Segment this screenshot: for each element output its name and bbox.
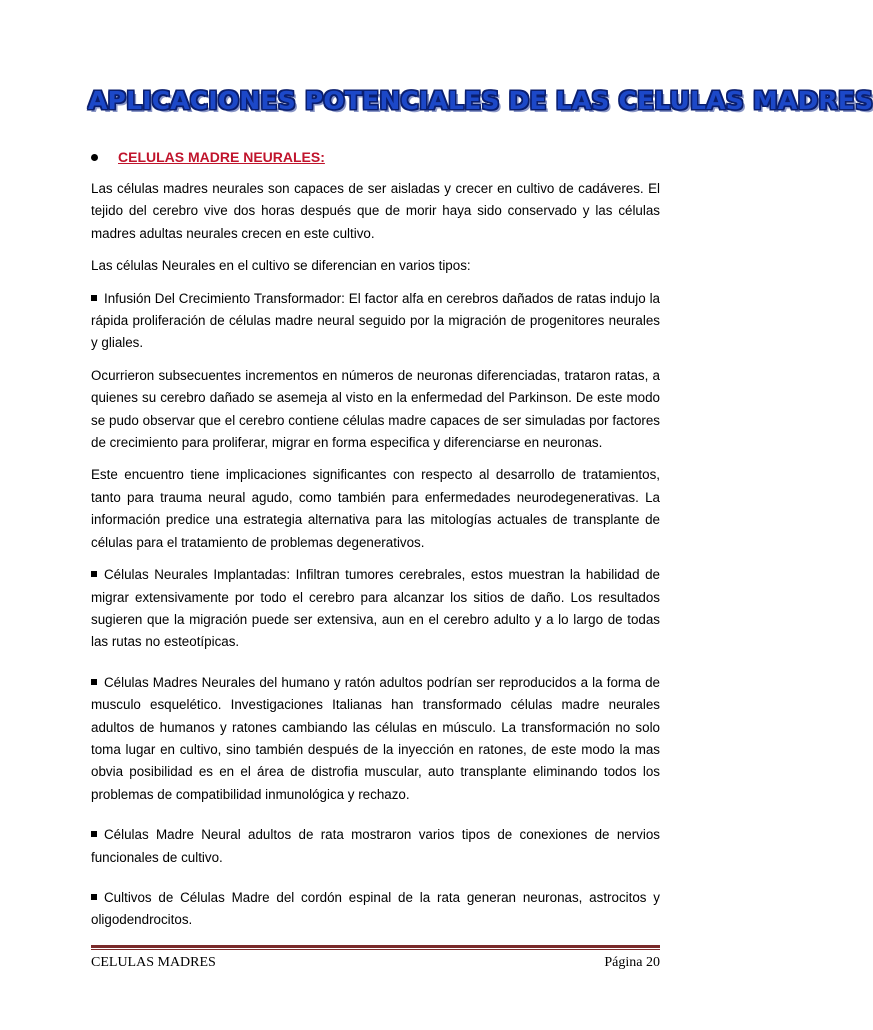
list-item-text: Infusión Del Crecimiento Transformador: El factor alfa en cerebros dañados de ratas indujo la rápida proliferación de células madre neural seguido por la migración de progenitores neurales y gliales. bbox=[91, 290, 660, 351]
square-bullet-icon bbox=[91, 894, 97, 900]
paragraph: Las células Neurales en el cultivo se diferencian en varios tipos: bbox=[91, 258, 471, 274]
page-number: Página 20 bbox=[604, 955, 660, 970]
list-item-text: Células Neurales Implantadas: Infiltran tumores cerebrales, estos muestran la habilidad de migrar extensivamente por todo el cerebro para alcanzar los sitios de daño. Los resultados sugieren que la migración puede ser extensiva, aun en el cerebro adulto y a lo largo de todas las rutas no esteotípicas. bbox=[91, 567, 660, 650]
list-item-text: Cultivos de Células Madre del cordón espinal de la rata generan neuronas, astrocitos y oligodendrocitos. bbox=[91, 889, 660, 928]
paragraph: Ocurrieron subsecuentes incrementos en números de neuronas diferenciadas, trataron ratas, a quienes su cerebro dañado se asemeja al visto en la enfermedad del Parkinson. De este modo se pudo observar que el cerebro contiene células madre capaces de ser simuladas por factores de crecimiento para proliferar, migrar en forma especifica y diferenciarse en neuronas. bbox=[91, 367, 660, 451]
page-title: APLICACIONES POTENCIALES DE LAS CELULAS MADRES bbox=[88, 86, 873, 115]
list-item bbox=[91, 672, 660, 806]
body-text bbox=[91, 178, 660, 942]
square-bullet-icon bbox=[91, 295, 97, 301]
square-bullet-icon bbox=[91, 679, 97, 685]
square-bullet-icon bbox=[91, 831, 97, 837]
footer-divider bbox=[91, 945, 660, 948]
list-item bbox=[91, 887, 660, 932]
footer-divider-thin bbox=[91, 949, 660, 950]
square-bullet-icon bbox=[91, 571, 97, 577]
list-item bbox=[91, 564, 660, 654]
list-item-text: Células Madres Neurales del humano y ratón adultos podrían ser reproducidos a la forma de musculo esquelético. Investigaciones Italianas han transformado células madre neurales adultos de humanos y ratones cambiando las células en músculo. La transformación no solo toma lugar en cultivo, sino también después de la inyección en ratones, de este modo la mas obvia posibilidad es en el área de distrofia muscular, auto transplante eliminando todos los problemas de compatibilidad inmunológica y rechazo. bbox=[91, 674, 660, 802]
section-heading bbox=[91, 149, 325, 165]
paragraph: Las células madres neurales son capaces de ser aisladas y crecer en cultivo de cadáveres. El tejido del cerebro vive dos horas después que de morir haya sido conservado y las células madres adultas neurales crecen en este cultivo. bbox=[91, 181, 660, 241]
bullet-dot-icon bbox=[91, 154, 98, 161]
list-item bbox=[91, 288, 660, 355]
list-item-text: Células Madre Neural adultos de rata mostraron varios tipos de conexiones de nervios funcionales de cultivo. bbox=[91, 827, 660, 865]
list-item bbox=[91, 824, 660, 869]
section-heading-label: CELULAS MADRE NEURALES: bbox=[118, 149, 325, 165]
paragraph: Este encuentro tiene implicaciones significantes con respecto al desarrollo de tratamientos, tanto para trauma neural agudo, como también para enfermedades neurodegenerativas. La información predice una estrategia alternativa para las mitologías actuales de transplante de células para el tratamiento de problemas degenerativos. bbox=[91, 467, 660, 550]
footer-title: CELULAS MADRES bbox=[91, 955, 216, 970]
